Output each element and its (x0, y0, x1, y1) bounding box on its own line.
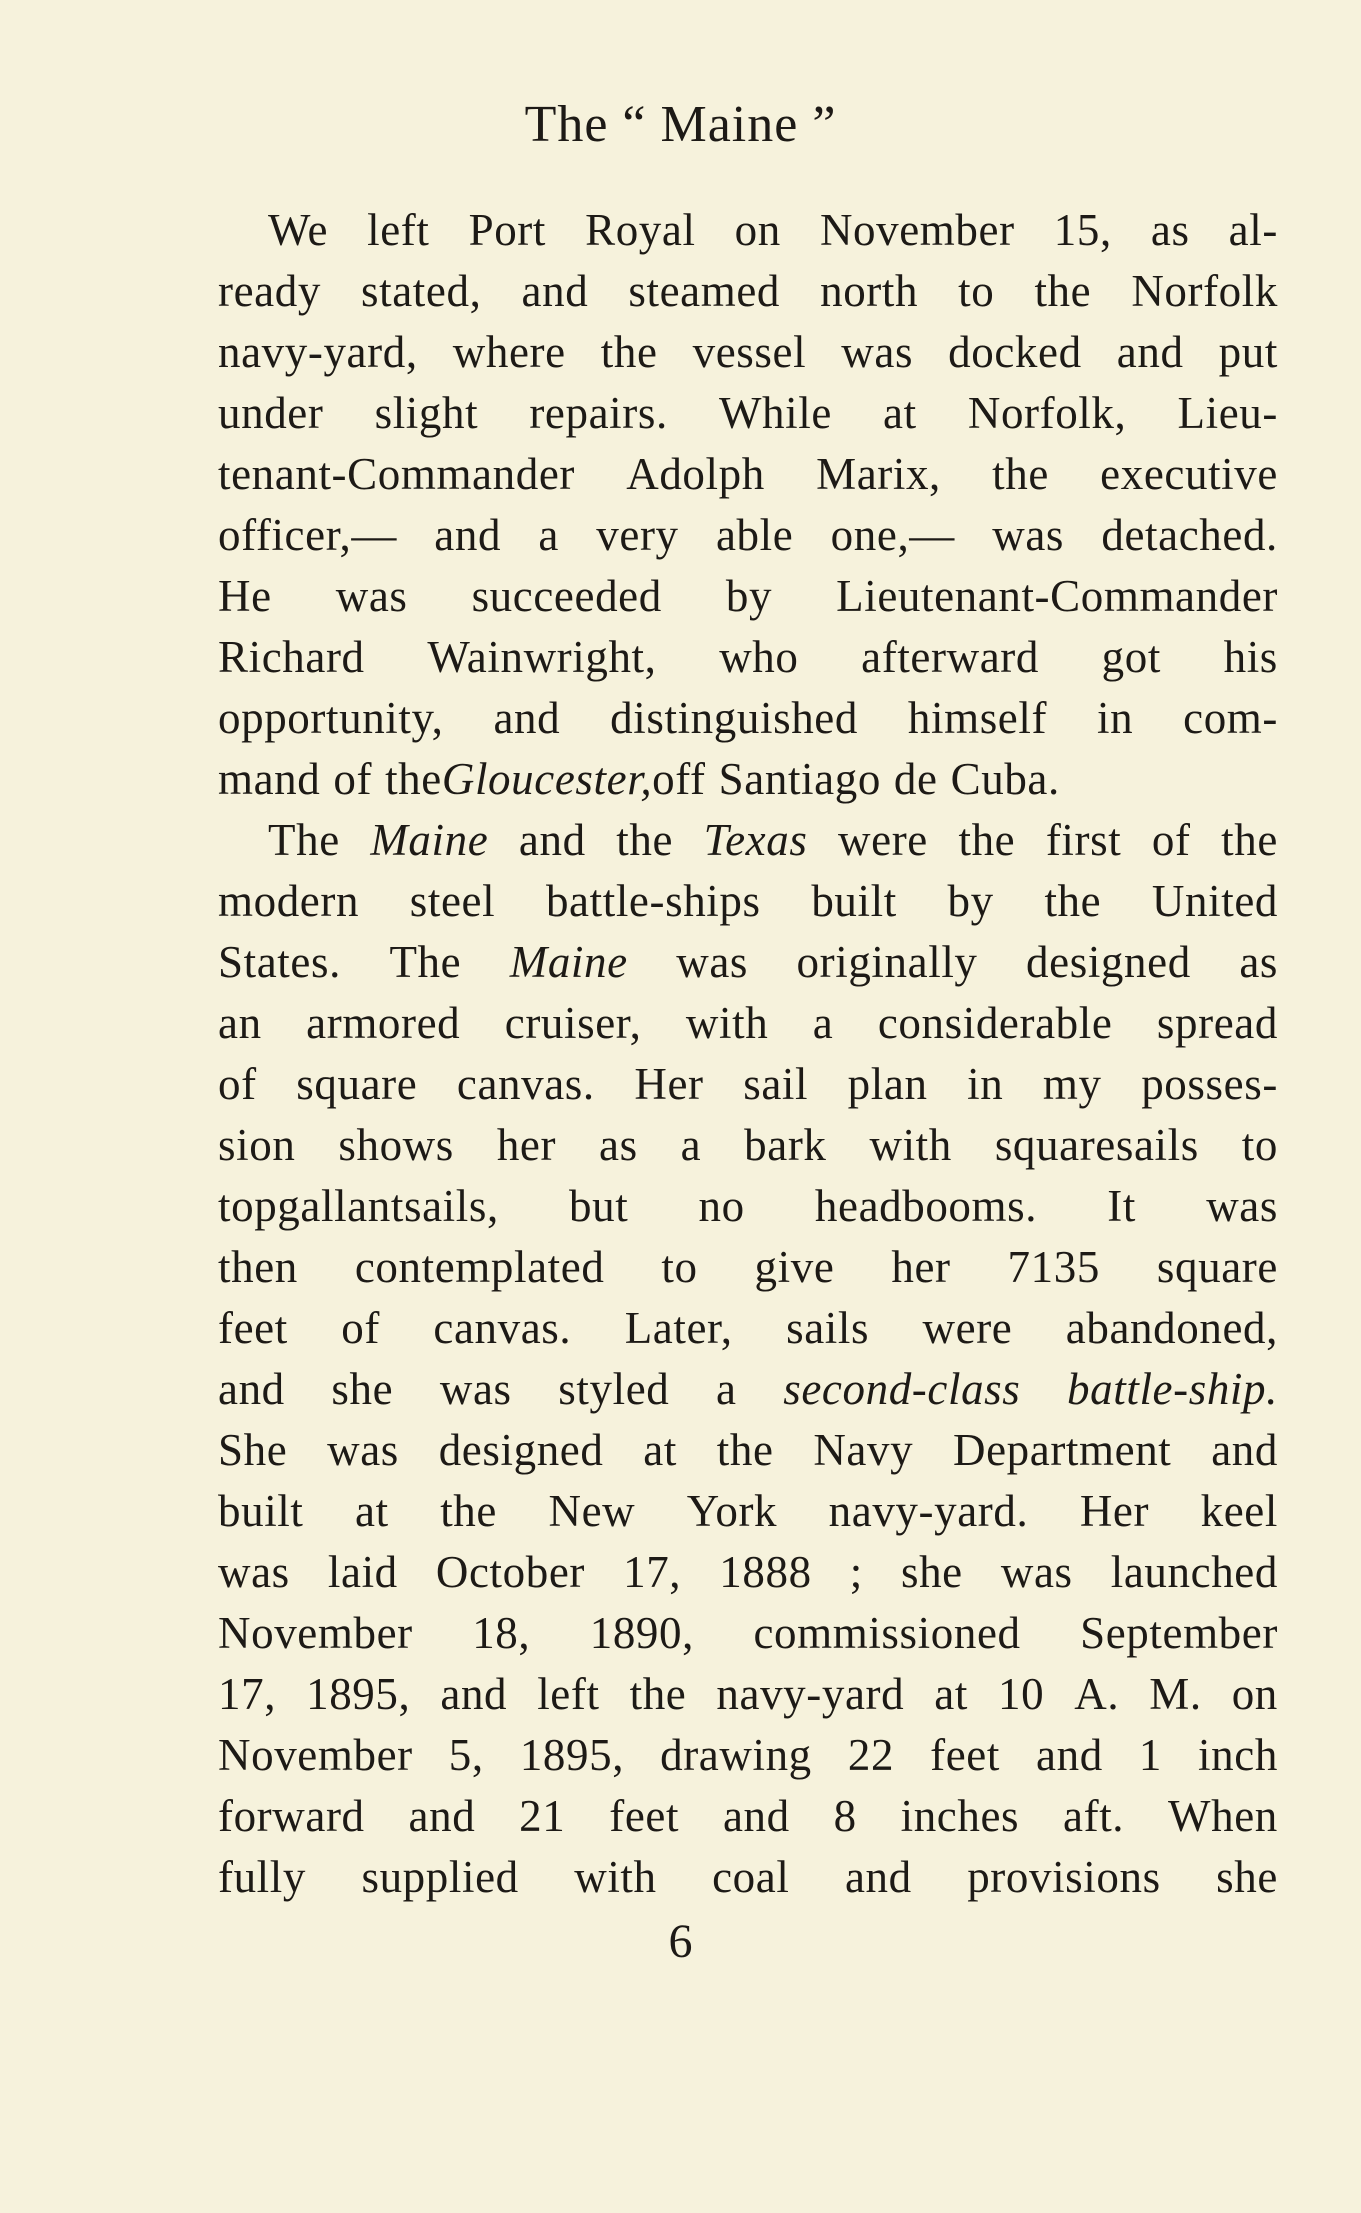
text-line (218, 688, 1278, 749)
word: canvas. (456, 1059, 595, 1109)
word: distinguished (610, 693, 858, 743)
italic-word: battle-ship. (1067, 1364, 1278, 1414)
word: the (992, 449, 1049, 499)
word: his (1223, 632, 1278, 682)
text-line (218, 871, 1278, 932)
word: November (819, 205, 1015, 255)
word: as (599, 1120, 638, 1170)
word: aft. (1063, 1791, 1125, 1841)
word: navy-yard (716, 1669, 905, 1719)
word: and (408, 1791, 476, 1841)
word: left (537, 1669, 600, 1719)
word: navy-yard. (828, 1486, 1029, 1536)
word: vessel (692, 327, 807, 377)
word: fully (218, 1852, 306, 1902)
word: and (844, 1852, 912, 1902)
word: and (434, 510, 502, 560)
word: opportunity, (218, 693, 444, 743)
word: posses- (1141, 1059, 1278, 1109)
text-line (218, 749, 1278, 810)
text-line (218, 383, 1278, 444)
word: at (883, 388, 917, 438)
italic-word: second-class (783, 1364, 1021, 1414)
word: When (1168, 1791, 1278, 1841)
word: and (518, 815, 586, 865)
word: Her (634, 1059, 704, 1109)
word: 5, (448, 1730, 484, 1780)
word: was (218, 1547, 290, 1597)
word: on (1231, 1669, 1278, 1719)
word: her (891, 1242, 951, 1292)
word: 18, (472, 1608, 531, 1658)
word: de (893, 754, 938, 804)
word: plan (847, 1059, 928, 1109)
word: got (1101, 632, 1161, 682)
word: mand (218, 754, 321, 804)
page-number: 6 (668, 1915, 693, 1968)
word: the (716, 1425, 774, 1475)
word: the (600, 327, 658, 377)
word: feet (609, 1791, 680, 1841)
text-line (218, 993, 1278, 1054)
word: with (869, 1120, 952, 1170)
word: and (440, 1669, 508, 1719)
word: the (440, 1486, 497, 1536)
text-line (218, 1298, 1278, 1359)
word: com- (1183, 693, 1278, 743)
word: 15, (1053, 205, 1112, 255)
word: who (719, 632, 799, 682)
word: to (958, 266, 995, 316)
text-line (218, 932, 1278, 993)
word: an (218, 998, 262, 1048)
word: the (616, 815, 674, 865)
word: and (1036, 1730, 1103, 1780)
text-line (218, 505, 1278, 566)
word: Cuba. (950, 754, 1060, 804)
word: commissioned (753, 1608, 1021, 1658)
text-line (218, 566, 1278, 627)
word: 1890, (589, 1608, 694, 1658)
word: at (355, 1486, 389, 1536)
word: slight (374, 388, 479, 438)
word: battle-ships (545, 876, 761, 926)
word: sion (218, 1120, 296, 1170)
word: spread (1156, 998, 1278, 1048)
word: 10 (997, 1669, 1045, 1719)
word: the (958, 815, 1016, 865)
word: November (218, 1730, 413, 1780)
word: she (331, 1364, 394, 1414)
word: contemplated (354, 1242, 605, 1292)
word: considerable (877, 998, 1113, 1048)
word: drawing (660, 1730, 812, 1780)
word: on (734, 205, 781, 255)
text-line (218, 1542, 1278, 1603)
word: October (435, 1547, 586, 1597)
word: originally (796, 937, 978, 987)
word: 1895, (519, 1730, 625, 1780)
word: Marix, (816, 449, 941, 499)
italic-word: Maine (370, 815, 489, 865)
word: built (218, 1486, 304, 1536)
word: by (947, 876, 994, 926)
word: one,— (830, 510, 955, 560)
word: supplied (361, 1852, 519, 1902)
word: with (685, 998, 769, 1048)
word: Santiago (718, 754, 881, 804)
word: Port (468, 205, 546, 255)
italic-word: Gloucester, (441, 754, 653, 804)
word: keel (1200, 1486, 1278, 1536)
word: of (333, 754, 373, 804)
word: topgallantsails, (218, 1181, 499, 1231)
word: at (934, 1669, 968, 1719)
word: Later, (624, 1303, 733, 1353)
word: then (218, 1242, 298, 1292)
word: headbooms. (814, 1181, 1038, 1231)
word: she (900, 1547, 963, 1597)
word: and (722, 1791, 790, 1841)
word: built (811, 876, 897, 926)
word: 8 (833, 1791, 857, 1841)
word: squaresails (994, 1120, 1199, 1170)
word: While (718, 388, 832, 438)
word: steamed (628, 266, 781, 316)
word: was (992, 510, 1065, 560)
word: cruiser, (504, 998, 642, 1048)
word: left (367, 205, 430, 255)
word: Norfolk, (967, 388, 1127, 438)
word: as (1150, 205, 1190, 255)
text-line (218, 444, 1278, 505)
word: New (548, 1486, 636, 1536)
word: coal (712, 1852, 790, 1902)
word: and (218, 1364, 285, 1414)
text-line (218, 200, 1278, 261)
word: was (327, 1425, 399, 1475)
body-text (218, 200, 1278, 1908)
word: of (218, 1059, 257, 1109)
word: sails (786, 1303, 870, 1353)
word: designed (1026, 937, 1191, 987)
word: The (268, 815, 340, 865)
word: was (1000, 1547, 1073, 1597)
text-line (218, 261, 1278, 322)
text-line (218, 1237, 1278, 1298)
word: her (496, 1120, 557, 1170)
word: navy-yard, (218, 327, 418, 377)
word: as (1239, 937, 1278, 987)
word: Richard (218, 632, 365, 682)
word: inch (1198, 1730, 1278, 1780)
word: to (1241, 1120, 1278, 1170)
word: himself (907, 693, 1048, 743)
word: bark (744, 1120, 827, 1170)
word: was (676, 937, 749, 987)
word: docked (948, 327, 1082, 377)
word: to (661, 1242, 698, 1292)
word: very (596, 510, 679, 560)
word: November (218, 1608, 413, 1658)
text-line (218, 1481, 1278, 1542)
text-line (218, 1786, 1278, 1847)
word: designed (438, 1425, 604, 1475)
word: armored (306, 998, 461, 1048)
word: give (754, 1242, 835, 1292)
text-line (218, 1054, 1278, 1115)
word: and (521, 266, 589, 316)
word: stated, (361, 266, 482, 316)
word: 1895, (306, 1669, 411, 1719)
text-line (218, 1420, 1278, 1481)
word: Navy (813, 1425, 914, 1475)
word: al- (1228, 205, 1278, 255)
word: put (1218, 327, 1278, 377)
word: He (218, 571, 272, 621)
word: of (1151, 815, 1191, 865)
word: The (389, 937, 462, 987)
running-title: The “ Maine ” (524, 96, 837, 153)
italic-word: Maine (509, 937, 628, 987)
word: modern (218, 876, 360, 926)
word: 1888 (719, 1547, 812, 1597)
word: M. (1149, 1669, 1202, 1719)
word: officer,— (218, 510, 397, 560)
word: 21 (519, 1791, 566, 1841)
word: a (812, 998, 834, 1048)
word: with (574, 1852, 657, 1902)
text-line (218, 810, 1278, 871)
word: laid (327, 1547, 398, 1597)
word: Department (953, 1425, 1172, 1475)
word: She (218, 1425, 288, 1475)
word: the (385, 754, 442, 804)
word: square (296, 1059, 418, 1109)
word: but (569, 1181, 629, 1231)
word: was (1206, 1181, 1278, 1231)
word: detached. (1101, 510, 1278, 560)
word: the (1044, 876, 1102, 926)
word: Lieu- (1177, 388, 1278, 438)
word: inches (900, 1791, 1020, 1841)
word: Adolph (626, 449, 765, 499)
word: first (1045, 815, 1122, 865)
word: of (341, 1303, 380, 1353)
word: was (335, 571, 408, 621)
word: was (841, 327, 914, 377)
word: shows (338, 1120, 454, 1170)
word: Wainwright, (427, 632, 657, 682)
word: feet (218, 1303, 288, 1353)
word: canvas. (433, 1303, 572, 1353)
word: in (1097, 693, 1134, 743)
word: steel (409, 876, 496, 926)
word: ; (849, 1547, 863, 1597)
word: tenant-Commander (218, 449, 575, 499)
word: forward (218, 1791, 365, 1841)
word: at (643, 1425, 677, 1475)
word: Royal (585, 205, 696, 255)
text-line (218, 1176, 1278, 1237)
text-line (218, 1359, 1278, 1420)
text-line (218, 322, 1278, 383)
word: feet (930, 1730, 1000, 1780)
word: Norfolk (1131, 266, 1278, 316)
text-line (218, 1603, 1278, 1664)
word: Her (1079, 1486, 1150, 1536)
text-line (218, 1115, 1278, 1176)
word: no (698, 1181, 745, 1231)
word: a (716, 1364, 737, 1414)
word: 1 (1138, 1730, 1162, 1780)
word: the (629, 1669, 687, 1719)
word: A. (1074, 1669, 1120, 1719)
word: afterward (861, 632, 1039, 682)
word: was (439, 1364, 512, 1414)
word: a (538, 510, 559, 560)
word: ready (218, 266, 321, 316)
word: launched (1110, 1547, 1278, 1597)
word: United (1151, 876, 1278, 926)
word: the (1221, 815, 1278, 865)
word: 17, (218, 1669, 277, 1719)
word: in (967, 1059, 1004, 1109)
word: 17, (623, 1547, 682, 1597)
text-line (218, 1664, 1278, 1725)
word: where (452, 327, 566, 377)
word: provisions (967, 1852, 1161, 1902)
word: States. (218, 937, 341, 987)
word: my (1042, 1059, 1102, 1109)
word: and (1116, 327, 1184, 377)
word: she (1216, 1852, 1278, 1902)
word: a (680, 1120, 702, 1170)
word: the (1034, 266, 1092, 316)
word: and (493, 693, 561, 743)
word: succeeded (471, 571, 662, 621)
word: Lieutenant-Commander (836, 571, 1278, 621)
word: were (922, 1303, 1013, 1353)
word: York (686, 1486, 778, 1536)
word: It (1107, 1181, 1136, 1231)
word: by (725, 571, 773, 621)
word: off (652, 754, 706, 804)
word: 7135 (1007, 1242, 1100, 1292)
text-line (218, 1847, 1278, 1908)
word: and (1211, 1425, 1278, 1475)
word: 22 (847, 1730, 895, 1780)
word: were (838, 815, 928, 865)
word: executive (1100, 449, 1278, 499)
word: styled (558, 1364, 670, 1414)
word: able (715, 510, 794, 560)
word: We (268, 205, 329, 255)
word: north (820, 266, 919, 316)
text-line (218, 627, 1278, 688)
word: square (1156, 1242, 1278, 1292)
italic-word: Texas (703, 815, 808, 865)
word: under (218, 388, 324, 438)
word: September (1080, 1608, 1278, 1658)
word: repairs. (529, 388, 668, 438)
text-line (218, 1725, 1278, 1786)
word: sail (743, 1059, 809, 1109)
word: abandoned, (1065, 1303, 1278, 1353)
